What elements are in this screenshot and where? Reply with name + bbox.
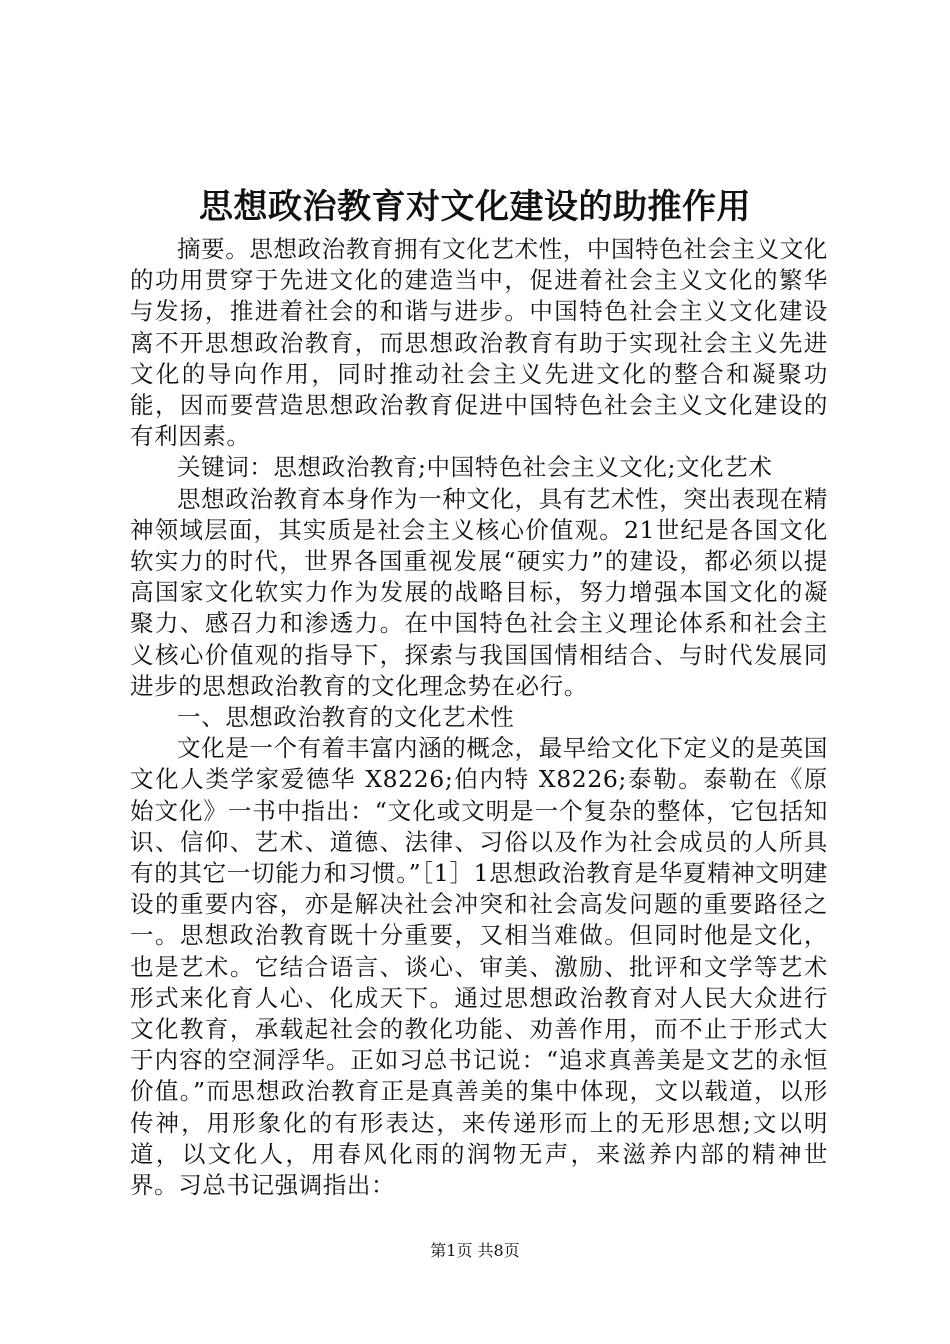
keywords-paragraph: 关键词：思想政治教育;中国特色社会主义文化;文化艺术 bbox=[177, 453, 773, 482]
document-body bbox=[130, 234, 828, 1201]
abstract-paragraph: 摘要。思想政治教育拥有文化艺术性，中国特色社会主义文化的功用贯穿于先进文化的建造当中，促进着社会主义文化的繁华与发扬，推进着社会的和谐与进步。中国特色社会主义文化建设离不开思想政治教育，而思想政治教育有助于实现社会主义先进文化的导向作用，同时推动社会主义先进文化的整合和凝聚功能，因而要营造思想政治教育促进中国特色社会主义文化建设的有利因素。 bbox=[130, 235, 828, 451]
page-number: 第1页 共8页 bbox=[430, 1241, 520, 1260]
document-title: 思想政治教育对文化建设的助推作用 bbox=[199, 187, 751, 227]
section-paragraph: 文化是一个有着丰富内涵的概念，最早给文化下定义的是英国文化人类学家爱德华 X8226;伯内特 X8226;泰勒。泰勒在《原始文化》一书中指出：“文化或文明是一个复杂的整体，它包括知识、信仰、艺术、道德、法律、习俗以及作为社会成员的人所具有的其它一切能力和习惯。”［1］1思想政治教育是华夏精神文明建设的重要内容，亦是解决社会冲突和社会高发问题的重要路径之一。思想政治教育既十分重要，又相当难做。但同时他是文化，也是艺术。它结合语言、谈心、审美、激励、批评和文学等艺术形式来化育人心、化成天下。通过思想政治教育对人民大众进行文化教育，承载起社会的教化功能、劝善作用，而不止于形式大于内容的空洞浮华。正如习总书记说：“追求真善美是文艺的永恒价值。”而思想政治教育正是真善美的集中体现，文以载道，以形传神，用形象化的有形表达，来传递形而上的无形思想;文以明道，以文化人，用春风化雨的润物无声，来滋养内部的精神世界。习总书记强调指出： bbox=[130, 734, 828, 1200]
section-heading: 一、思想政治教育的文化艺术性 bbox=[177, 703, 515, 732]
intro-paragraph: 思想政治教育本身作为一种文化，具有艺术性，突出表现在精神领域层面，其实质是社会主义核心价值观。21世纪是各国文化软实力的时代，世界各国重视发展“硬实力”的建设，都必须以提高国家文化软实力作为发展的战略目标，努力增强本国文化的凝聚力、感召力和渗透力。在中国特色社会主义理论体系和社会主义核心价值观的指导下，探索与我国国情相结合、与时代发展同进步的思想政治教育的文化理念势在必行。 bbox=[130, 484, 828, 700]
